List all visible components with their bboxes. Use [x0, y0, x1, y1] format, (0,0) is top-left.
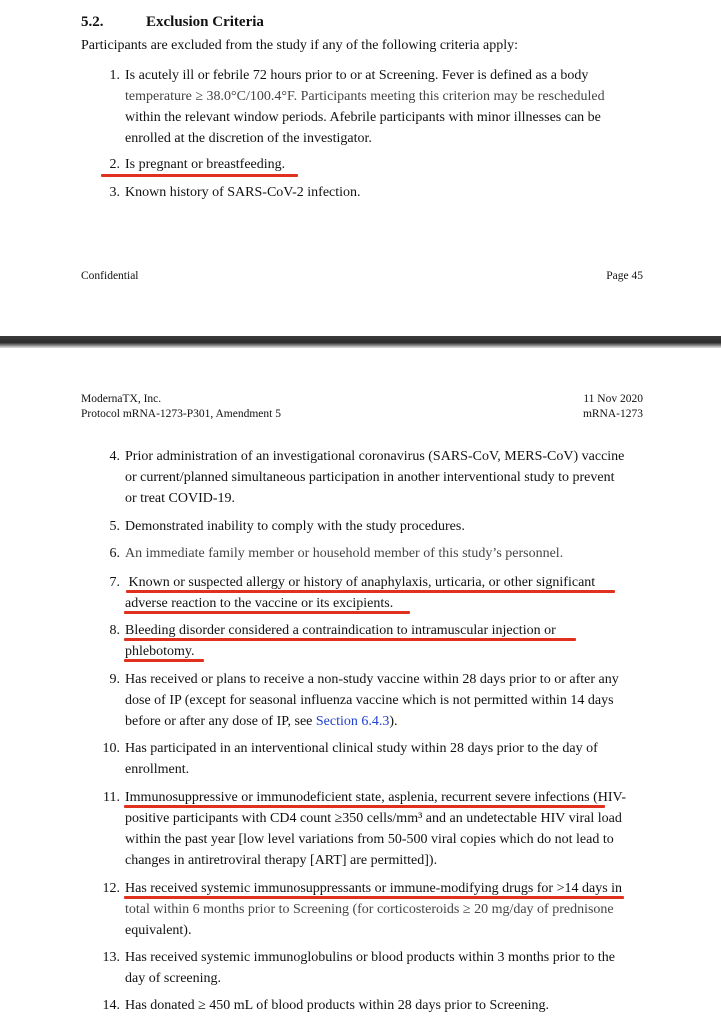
header-left — [81, 392, 281, 421]
annotation-underline — [126, 590, 615, 593]
annotation-underline — [124, 659, 204, 662]
header-right — [583, 392, 643, 421]
page-break-divider — [0, 336, 721, 348]
item-number: 9. — [109, 672, 120, 687]
item-number: 11. — [103, 790, 120, 805]
section-title: Exclusion Criteria — [146, 14, 264, 30]
item-line: Known or suspected allergy or history of anaphylaxis, urticaria, or other significant — [125, 575, 596, 590]
item-number: 4. — [109, 449, 120, 464]
item-line: Has participated in an interventional clinical study within 28 days prior to the day of — [125, 741, 598, 756]
item-line: phlebotomy. — [125, 644, 195, 659]
item-line: equivalent). — [125, 923, 192, 938]
item-number: 3. — [109, 185, 120, 200]
item-line: within the past year [low level variations from 50-500 viral copies which do not lead to — [125, 832, 614, 847]
intro-text: Participants are excluded from the study if any of the following criteria apply: — [81, 38, 518, 53]
section-number: 5.2. — [81, 14, 104, 30]
item-line: Has received or plans to receive a non-study vaccine within 28 days prior to or after any — [125, 672, 619, 687]
annotation-underline — [124, 805, 605, 808]
item-line: Has donated ≥ 450 mL of blood products within 28 days prior to Screening. — [125, 998, 549, 1013]
protocol-id: Protocol mRNA-1273-P301, Amendment 5 — [81, 407, 281, 420]
annotation-underline — [124, 611, 410, 614]
item-line: day of screening. — [125, 971, 222, 986]
item-line-suffix: ). — [389, 714, 398, 729]
item-line: or current/planned simultaneous participation in another interventional study to prevent — [125, 470, 615, 485]
document-date: 11 Nov 2020 — [583, 393, 643, 405]
item-line: Demonstrated inability to comply with the study procedures. — [125, 519, 465, 534]
annotation-underline — [124, 896, 624, 899]
item-line: Prior administration of an investigational coronavirus (SARS-CoV, MERS-CoV) vaccine — [125, 449, 625, 464]
item-number: 6. — [109, 546, 120, 561]
item-line: Immunosuppressive or immunodeficient state, asplenia, recurrent severe infections (HIV- — [125, 790, 626, 805]
item-line: adverse reaction to the vaccine or its excipients. — [125, 596, 394, 611]
item-line: Has received systemic immunoglobulins or blood products within 3 months prior to the — [125, 950, 615, 965]
item-line: dose of IP (except for seasonal influenza vaccine which is not permitted within 14 days — [125, 693, 614, 708]
company-name: ModernaTX, Inc. — [81, 393, 162, 405]
item-line — [125, 711, 398, 732]
item-line: Bleeding disorder considered a contraindication to intramuscular injection or — [125, 623, 556, 638]
item-line: Known history of SARS-CoV-2 infection. — [125, 185, 361, 200]
item-number: 1. — [109, 68, 120, 83]
item-line: Has received systemic immunosuppressants or immune-modifying drugs for >14 days in — [125, 881, 623, 896]
item-number: 10. — [102, 741, 120, 756]
item-number: 5. — [109, 519, 120, 534]
item-line: Is acutely ill or febrile 72 hours prior to or at Screening. Fever is defined as a body — [125, 68, 589, 83]
item-line: within the relevant window periods. Afebrile participants with minor illnesses can be — [125, 110, 601, 125]
item-line: total within 6 months prior to Screening (for corticosteroids ≥ 20 mg/day of prednisone — [125, 902, 614, 917]
item-number: 14. — [102, 998, 120, 1013]
footer-confidential: Confidential — [81, 270, 139, 282]
item-number: 2. — [109, 157, 120, 172]
item-line: temperature ≥ 38.0°C/100.4°F. Participants meeting this criterion may be rescheduled — [125, 89, 605, 104]
annotation-underline — [101, 174, 298, 177]
item-line: enrolled at the discretion of the investigator. — [125, 131, 372, 146]
item-line: An immediate family member or household member of this study’s personnel. — [125, 546, 564, 561]
annotation-underline — [124, 638, 576, 641]
item-number: 12. — [102, 881, 120, 896]
product-name: mRNA-1273 — [582, 407, 643, 420]
footer-page-number: Page 45 — [606, 270, 643, 282]
section-link[interactable]: Section 6.4.3 — [315, 714, 390, 729]
item-line-text: before or after any dose of IP, see — [125, 714, 316, 729]
item-number: 7. — [109, 575, 120, 590]
item-line: positive participants with CD4 count ≥350 cells/mm³ and an undetectable HIV viral load — [125, 811, 622, 826]
item-line: changes in antiretroviral therapy [ART] are permitted]). — [125, 853, 438, 868]
item-number: 8. — [109, 623, 120, 638]
item-line: Is pregnant or breastfeeding. — [125, 157, 286, 172]
item-number: 13. — [102, 950, 120, 965]
item-line: or treat COVID-19. — [125, 491, 236, 506]
item-line: enrollment. — [125, 762, 190, 777]
